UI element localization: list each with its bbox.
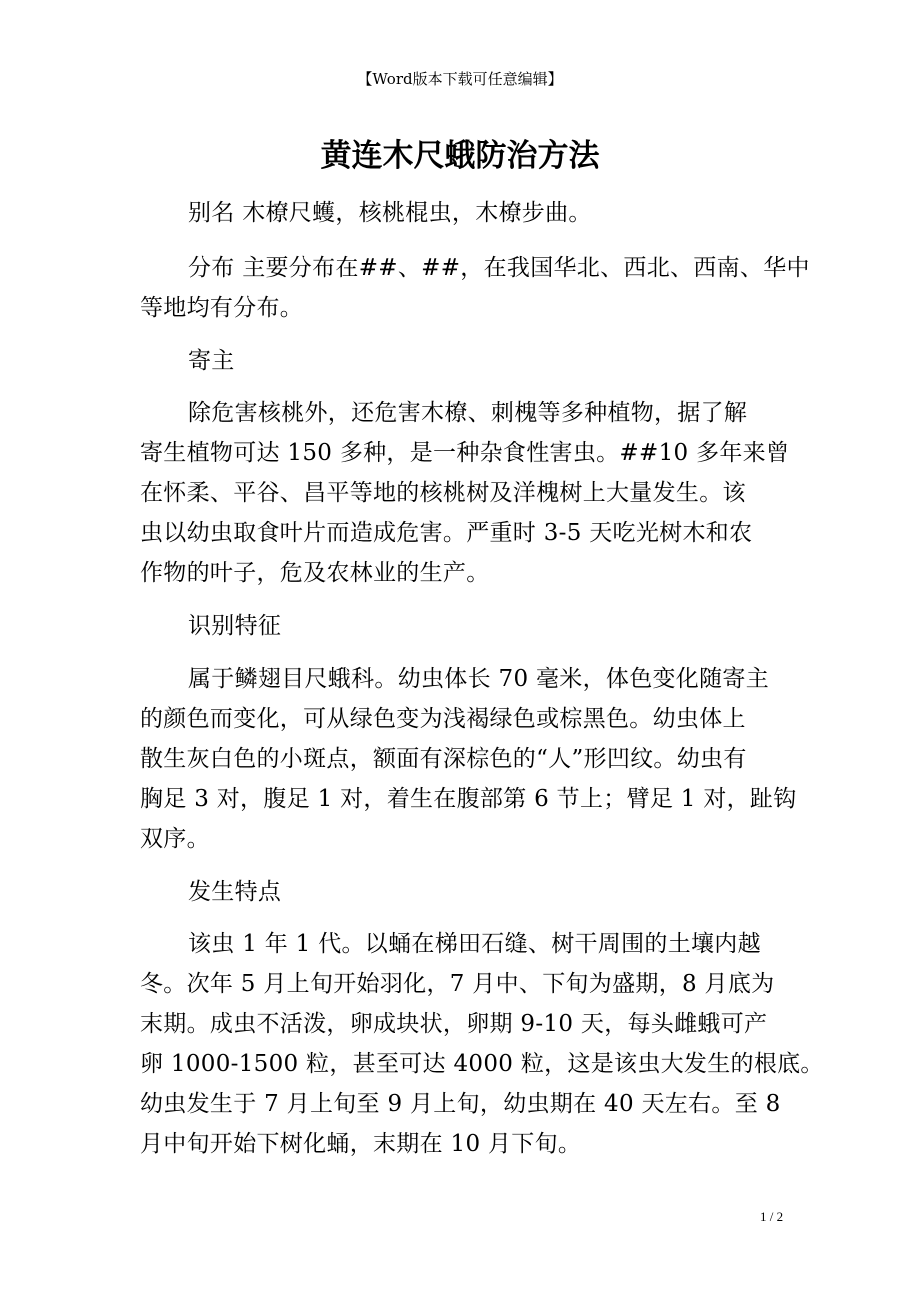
paragraph-first-line: 寄主 xyxy=(188,348,235,374)
paragraph-first-line: 该虫 1 年 1 代。以蛹在梯田石缝、树干周围的土壤内越 xyxy=(188,931,761,957)
paragraph-first-line: 除危害核桃外，还危害木橑、刺槐等多种植物，据了解 xyxy=(188,400,748,426)
paragraph-line: 等地均有分布。 xyxy=(140,295,304,321)
paragraph-line: 寄生植物可达 150 多种，是一种杂食性害虫。##10 多年来曾 xyxy=(140,440,790,466)
paragraph-line: 幼虫发生于 7 月上旬至 9 月上旬，幼虫期在 40 天左右。至 8 xyxy=(140,1091,781,1117)
paragraph-first-line: 发生特点 xyxy=(188,879,282,905)
paragraph-line: 月中旬开始下树化蛹，末期在 10 月下旬。 xyxy=(140,1131,582,1157)
document-title: 黄连木尺蛾防治方法 xyxy=(320,138,600,174)
paragraph-line: 虫以幼虫取食叶片而造成危害。严重时 3-5 天吃光树木和农 xyxy=(140,520,753,546)
page-number: 1 / 2 xyxy=(760,1209,784,1224)
paragraph-line: 作物的叶子，危及农林业的生产。 xyxy=(140,560,490,586)
paragraph-line: 冬。次年 5 月上旬开始羽化，7 月中、下旬为盛期，8 月底为 xyxy=(140,971,775,997)
paragraph-first-line: 分布 主要分布在##、##，在我国华北、西北、西南、华中 xyxy=(188,255,810,281)
paragraph-line: 的颜色而变化，可从绿色变为浅褐绿色或棕黑色。幼虫体上 xyxy=(140,706,746,732)
paragraph-line: 在怀柔、平谷、昌平等地的核桃树及洋槐树上大量发生。该 xyxy=(140,480,746,506)
paragraph-line: 散生灰白色的小斑点，额面有深棕色的“人”形凹纹。幼虫有 xyxy=(140,746,747,772)
paragraph-line: 卵 1000-1500 粒，甚至可达 4000 粒，这是该虫大发生的根底。 xyxy=(140,1051,824,1077)
paragraph-line: 双序。 xyxy=(140,826,210,852)
document-header: 【Word版本下载可任意编辑】 xyxy=(357,70,563,88)
paragraph-line: 末期。成虫不活泼，卵成块状，卵期 9-10 天，每头雌蛾可产 xyxy=(140,1011,768,1037)
paragraph-first-line: 识别特征 xyxy=(188,613,282,639)
paragraph-first-line: 属于鳞翅目尺蛾科。幼虫体长 70 毫米，体色变化随寄主 xyxy=(188,666,769,692)
paragraph-first-line: 别名 木橑尺蠖，核桃棍虫，木橑步曲。 xyxy=(188,200,592,226)
paragraph-line: 胸足 3 对，腹足 1 对，着生在腹部第 6 节上；臂足 1 对，趾钩 xyxy=(140,786,797,812)
